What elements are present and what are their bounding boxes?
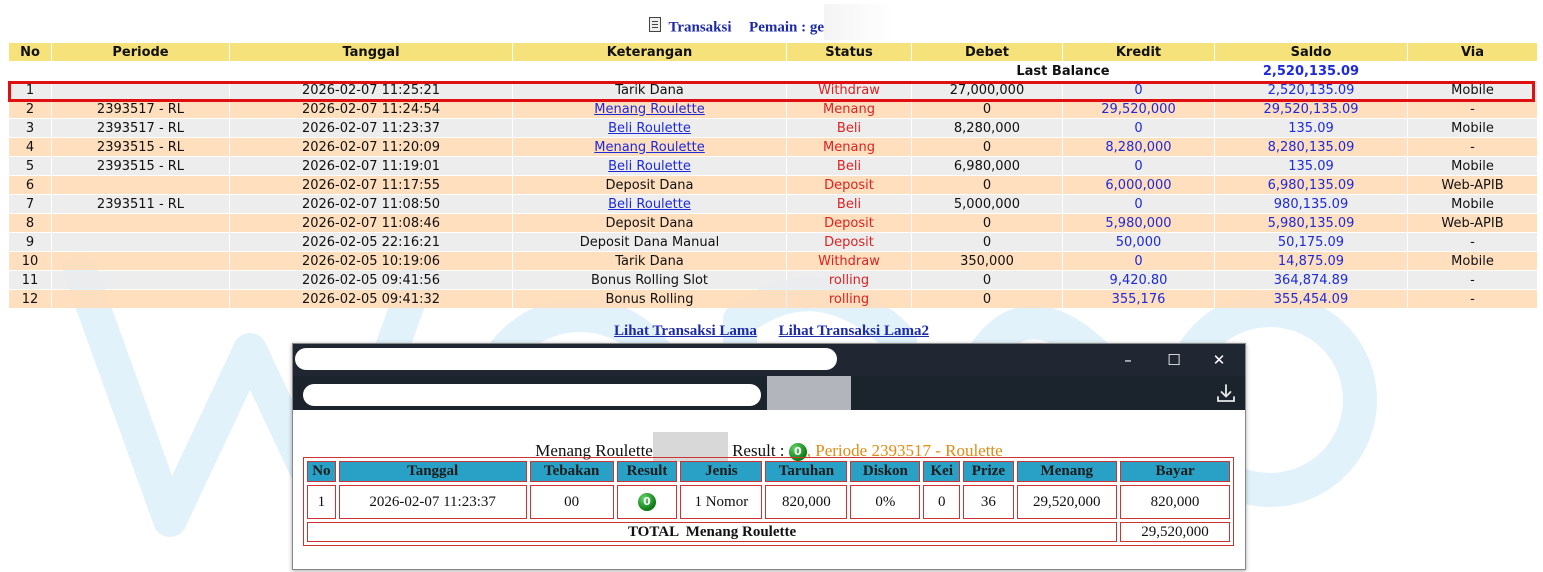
cell-no: 9	[9, 233, 51, 251]
roulette-detail-table	[303, 457, 1234, 546]
player-name: ge	[809, 19, 825, 36]
cell-via: Mobile	[1408, 119, 1537, 137]
cell-tanggal: 2026-02-07 11:24:54	[230, 100, 512, 118]
cell-status: Menang	[787, 100, 911, 118]
detail-col-tebakan: Tebakan	[530, 461, 614, 482]
col-via: Via	[1408, 43, 1537, 61]
cell-keterangan[interactable]: Menang Roulette	[513, 100, 786, 118]
document-icon	[649, 17, 661, 32]
cell-kredit: 0	[1063, 119, 1214, 137]
cell-debet: 0	[912, 233, 1062, 251]
redacted-title	[295, 348, 837, 370]
detail-header-row	[307, 461, 1230, 482]
detail-menang: 29,520,000	[1017, 485, 1118, 519]
cell-via: Mobile	[1408, 81, 1537, 99]
table-row	[9, 233, 1537, 251]
cell-saldo: 29,520,135.09	[1215, 100, 1407, 118]
detail-tebakan: 00	[530, 485, 614, 519]
detail-result	[617, 485, 678, 519]
cell-saldo: 50,175.09	[1215, 233, 1407, 251]
cell-kredit: 8,280,000	[1063, 138, 1214, 156]
cell-keterangan[interactable]: Beli Roulette	[513, 119, 786, 137]
cell-kredit: 9,420.80	[1063, 271, 1214, 289]
table-row	[9, 214, 1537, 232]
cell-status: Beli	[787, 195, 911, 213]
cell-no: 1	[9, 81, 51, 99]
cell-keterangan: Deposit Dana	[513, 176, 786, 194]
cell-debet: 0	[912, 271, 1062, 289]
table-row	[9, 176, 1537, 194]
cell-keterangan: Deposit Dana	[513, 214, 786, 232]
cell-saldo: 6,980,135.09	[1215, 176, 1407, 194]
cell-periode: 2393515 - RL	[52, 157, 229, 175]
detail-col-bayar: Bayar	[1120, 461, 1230, 482]
cell-kredit: 29,520,000	[1063, 100, 1214, 118]
cell-status: Menang	[787, 138, 911, 156]
cell-via: Web-APIB	[1408, 214, 1537, 232]
cell-saldo: 14,875.09	[1215, 252, 1407, 270]
cell-kredit: 50,000	[1063, 233, 1214, 251]
transactions-table	[8, 42, 1538, 309]
cell-tanggal: 2026-02-07 11:08:46	[230, 214, 512, 232]
cell-via: Mobile	[1408, 252, 1537, 270]
cell-debet: 350,000	[912, 252, 1062, 270]
cell-saldo: 980,135.09	[1215, 195, 1407, 213]
detail-col-menang: Menang	[1017, 461, 1118, 482]
cell-periode	[52, 214, 229, 232]
roulette-ball-icon: 0	[638, 493, 656, 511]
cell-via: -	[1408, 138, 1537, 156]
cell-debet: 0	[912, 100, 1062, 118]
table-row	[9, 252, 1537, 270]
table-row	[9, 119, 1537, 137]
detail-bayar: 820,000	[1120, 485, 1230, 519]
close-icon[interactable]: ✕	[1212, 351, 1226, 369]
table-row	[9, 81, 1537, 99]
cell-no: 11	[9, 271, 51, 289]
cell-kredit: 5,980,000	[1063, 214, 1214, 232]
cell-status: Deposit	[787, 176, 911, 194]
cell-status: rolling	[787, 290, 911, 308]
cell-debet: 0	[912, 176, 1062, 194]
redacted-block	[767, 376, 851, 410]
cell-via: -	[1408, 290, 1537, 308]
cell-kredit: 0	[1063, 81, 1214, 99]
redacted-address[interactable]	[303, 384, 761, 406]
cell-periode	[52, 271, 229, 289]
cell-kredit: 0	[1063, 195, 1214, 213]
table-row	[9, 290, 1537, 308]
detail-col-prize: Prize	[963, 461, 1013, 482]
old-transactions-link[interactable]: Lihat Transaksi Lama	[614, 323, 757, 339]
cell-status: Deposit	[787, 214, 911, 232]
detail-jenis: 1 Nomor	[680, 485, 762, 519]
cell-tanggal: 2026-02-05 09:41:32	[230, 290, 512, 308]
cell-saldo: 135.09	[1215, 119, 1407, 137]
download-icon[interactable]	[1215, 382, 1237, 404]
cell-via: Mobile	[1408, 195, 1537, 213]
cell-no: 7	[9, 195, 51, 213]
detail-tanggal: 2026-02-07 11:23:37	[339, 485, 527, 519]
detail-col-kei: Kei	[923, 461, 960, 482]
cell-periode	[52, 233, 229, 251]
col-saldo: Saldo	[1215, 43, 1407, 61]
cell-tanggal: 2026-02-07 11:20:09	[230, 138, 512, 156]
cell-no: 2	[9, 100, 51, 118]
total-value: 29,520,000	[1120, 522, 1230, 542]
cell-status: Deposit	[787, 233, 911, 251]
cell-no: 6	[9, 176, 51, 194]
detail-no: 1	[307, 485, 336, 519]
cell-saldo: 355,454.09	[1215, 290, 1407, 308]
cell-keterangan[interactable]: Beli Roulette	[513, 195, 786, 213]
cell-status: rolling	[787, 271, 911, 289]
total-row	[307, 522, 1230, 542]
page-title	[0, 16, 1543, 40]
detail-row	[307, 485, 1230, 519]
cell-periode	[52, 252, 229, 270]
cell-keterangan: Bonus Rolling Slot	[513, 271, 786, 289]
cell-no: 3	[9, 119, 51, 137]
redacted-block	[824, 4, 894, 40]
cell-via: Mobile	[1408, 157, 1537, 175]
cell-debet: 0	[912, 290, 1062, 308]
cell-tanggal: 2026-02-05 10:19:06	[230, 252, 512, 270]
cell-tanggal: 2026-02-05 09:41:56	[230, 271, 512, 289]
col-no: No	[9, 43, 51, 61]
detail-prize: 36	[963, 485, 1013, 519]
cell-tanggal: 2026-02-07 11:19:01	[230, 157, 512, 175]
col-tanggal: Tanggal	[230, 43, 512, 61]
col-kredit: Kredit	[1063, 43, 1214, 61]
cell-status: Withdraw	[787, 252, 911, 270]
col-status: Status	[787, 43, 911, 61]
detail-col-taruhan: Taruhan	[765, 461, 847, 482]
last-balance-value: 2,520,135.09	[1215, 62, 1407, 80]
table-row	[9, 195, 1537, 213]
detail-diskon: 0%	[850, 485, 920, 519]
table-header-row	[9, 43, 1537, 61]
cell-no: 8	[9, 214, 51, 232]
col-debet: Debet	[912, 43, 1062, 61]
popup-addressbar	[293, 376, 1245, 410]
table-row	[9, 138, 1537, 156]
cell-no: 5	[9, 157, 51, 175]
cell-via: -	[1408, 100, 1537, 118]
cell-periode	[52, 290, 229, 308]
cell-tanggal: 2026-02-07 11:17:55	[230, 176, 512, 194]
cell-periode: 2393517 - RL	[52, 119, 229, 137]
cell-periode: 2393517 - RL	[52, 100, 229, 118]
old-transactions-links	[0, 323, 1543, 340]
cell-debet: 6,980,000	[912, 157, 1062, 175]
popup-content	[293, 410, 1245, 568]
detail-kei: 0	[923, 485, 960, 519]
cell-tanggal: 2026-02-05 22:16:21	[230, 233, 512, 251]
cell-via: Web-APIB	[1408, 176, 1537, 194]
total-label: TOTAL Menang Roulette	[307, 522, 1117, 542]
cell-via: -	[1408, 271, 1537, 289]
cell-status: Beli	[787, 119, 911, 137]
detail-col-result: Result	[617, 461, 678, 482]
cell-debet: 0	[912, 214, 1062, 232]
cell-status: Withdraw	[787, 81, 911, 99]
detail-taruhan: 820,000	[765, 485, 847, 519]
cell-debet: 5,000,000	[912, 195, 1062, 213]
col-periode: Periode	[52, 43, 229, 61]
cell-debet: 0	[912, 138, 1062, 156]
col-keterangan: Keterangan	[513, 43, 786, 61]
last-balance-row	[9, 62, 1537, 80]
cell-keterangan: Tarik Dana	[513, 81, 786, 99]
table-row	[9, 100, 1537, 118]
cell-tanggal: 2026-02-07 11:08:50	[230, 195, 512, 213]
detail-col-no: No	[307, 461, 336, 482]
cell-periode	[52, 176, 229, 194]
heading-prefix: Menang Roulette	[535, 441, 653, 460]
cell-keterangan[interactable]: Menang Roulette	[513, 138, 786, 156]
cell-tanggal: 2026-02-07 11:25:21	[230, 81, 512, 99]
cell-via: -	[1408, 233, 1537, 251]
cell-tanggal: 2026-02-07 11:23:37	[230, 119, 512, 137]
roulette-ball-icon: 0	[789, 443, 807, 461]
detail-col-tanggal: Tanggal	[339, 461, 527, 482]
cell-keterangan: Tarik Dana	[513, 252, 786, 270]
cell-kredit: 0	[1063, 157, 1214, 175]
cell-saldo: 8,280,135.09	[1215, 138, 1407, 156]
cell-kredit: 0	[1063, 252, 1214, 270]
old-transactions-link-2[interactable]: Lihat Transaksi Lama2	[778, 323, 929, 339]
cell-saldo: 2,520,135.09	[1215, 81, 1407, 99]
cell-saldo: 135.09	[1215, 157, 1407, 175]
result-label: Result :	[732, 441, 785, 460]
cell-keterangan[interactable]: Beli Roulette	[513, 157, 786, 175]
cell-saldo: 364,874.89	[1215, 271, 1407, 289]
table-row	[9, 271, 1537, 289]
detail-col-diskon: Diskon	[850, 461, 920, 482]
detail-col-jenis: Jenis	[680, 461, 762, 482]
popup-window	[292, 343, 1246, 570]
cell-kredit: 355,176	[1063, 290, 1214, 308]
cell-no: 12	[9, 290, 51, 308]
cell-keterangan: Deposit Dana Manual	[513, 233, 786, 251]
periode-text: , Periode 2393517 - Roulette	[806, 441, 1003, 460]
cell-no: 10	[9, 252, 51, 270]
table-row	[9, 157, 1537, 175]
cell-kredit: 6,000,000	[1063, 176, 1214, 194]
cell-status: Beli	[787, 157, 911, 175]
cell-saldo: 5,980,135.09	[1215, 214, 1407, 232]
cell-periode: 2393515 - RL	[52, 138, 229, 156]
maximize-icon[interactable]: ☐	[1167, 351, 1181, 369]
player-label: Pemain :	[749, 19, 807, 36]
cell-debet: 8,280,000	[912, 119, 1062, 137]
cell-debet: 27,000,000	[912, 81, 1062, 99]
cell-periode	[52, 81, 229, 99]
minimize-icon[interactable]: –	[1124, 351, 1132, 369]
cell-periode: 2393511 - RL	[52, 195, 229, 213]
title-label: Transaksi	[668, 19, 732, 36]
cell-keterangan: Bonus Rolling	[513, 290, 786, 308]
last-balance-label: Last Balance	[912, 62, 1214, 80]
cell-no: 4	[9, 138, 51, 156]
popup-titlebar	[293, 344, 1245, 376]
